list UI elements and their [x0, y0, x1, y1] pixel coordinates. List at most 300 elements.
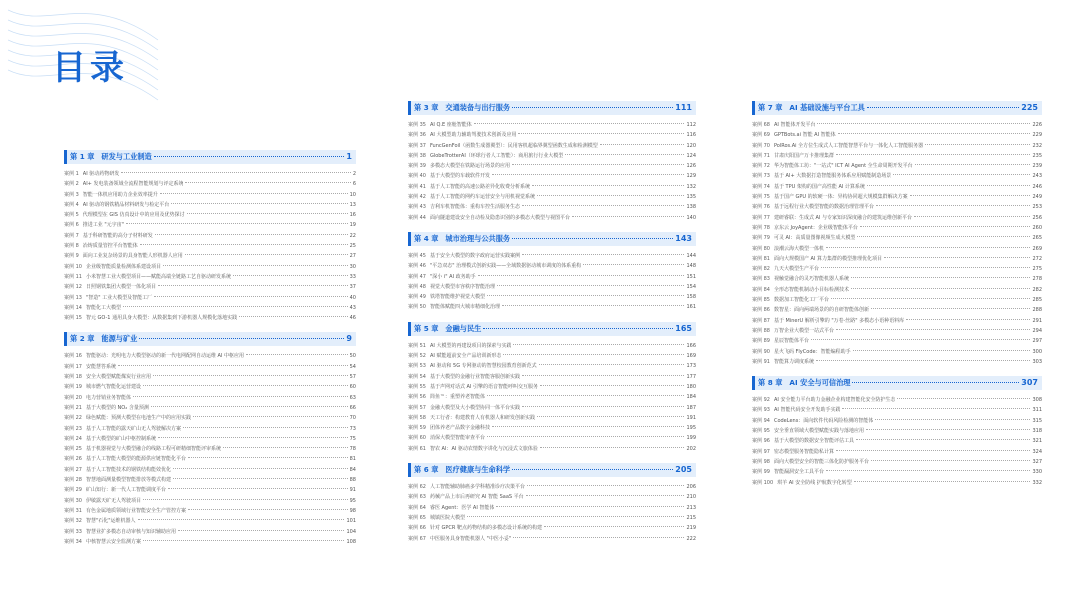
toc-entry[interactable]	[64, 362, 356, 372]
toc-entry[interactable]	[408, 171, 696, 181]
case-number: 案例 57	[408, 404, 426, 411]
case-page-number: 184	[686, 394, 696, 401]
case-number: 案例 58	[408, 414, 426, 421]
chapter-heading[interactable]	[752, 376, 1042, 390]
case-title: 基于大模型的 NO₂ 含量预测	[85, 404, 149, 411]
chapter-heading[interactable]	[752, 101, 1042, 115]
case-number: 案例 23	[64, 425, 82, 432]
case-page-number: 195	[686, 425, 696, 432]
chapter-page-number: 111	[675, 103, 692, 112]
case-title: 智能一体机应用助力企业效率提升	[82, 191, 158, 198]
case-number: 案例 79	[752, 235, 770, 242]
case-page-number: 260	[1032, 224, 1042, 231]
case-number: 案例 40	[408, 173, 426, 180]
toc-entry[interactable]	[64, 372, 356, 382]
case-title: 消保大模型智能审查平台	[429, 435, 485, 442]
leader-dots	[474, 123, 685, 124]
toc-entry[interactable]	[64, 262, 356, 272]
chapter-title: 研发与工业制造	[101, 152, 152, 161]
case-title: 电力营销业务智能体	[85, 394, 131, 401]
case-page-number: 70	[349, 415, 356, 422]
leader-dots	[852, 382, 1019, 383]
toc-entry[interactable]	[408, 272, 696, 282]
case-number: 案例 1	[64, 171, 79, 177]
case-title: 有色金属地质领域行业智能安全生产管控方案	[85, 507, 186, 514]
case-page-number: 88	[349, 477, 356, 484]
chapter-heading[interactable]	[408, 232, 696, 246]
case-page-number: 180	[686, 383, 696, 390]
toc-entry[interactable]	[64, 210, 356, 220]
case-page-number: 169	[686, 353, 696, 360]
toc-entry[interactable]	[64, 434, 356, 444]
case-page-number: 129	[686, 173, 696, 180]
toc-entry[interactable]	[64, 190, 356, 200]
toc-entry[interactable]	[64, 293, 356, 303]
leader-dots	[160, 193, 348, 194]
toc-entry[interactable]	[408, 492, 696, 502]
leader-dots	[821, 267, 1030, 268]
case-number: 案例 75	[752, 194, 770, 201]
toc-entry[interactable]	[408, 423, 696, 433]
case-page-number: 95	[349, 497, 356, 504]
toc-entry[interactable]	[408, 413, 696, 423]
toc-entry[interactable]	[752, 336, 1042, 346]
case-number: 案例 21	[64, 404, 82, 411]
case-page-number: 84	[349, 466, 356, 473]
case-number: 案例 34	[64, 538, 82, 545]
toc-entry[interactable]	[752, 254, 1042, 264]
case-number: 案例 70	[752, 142, 770, 149]
case-number: 案例 73	[752, 173, 770, 180]
toc-entry[interactable]	[64, 351, 356, 361]
case-number: 案例 15	[64, 315, 82, 322]
toc-entry[interactable]	[752, 192, 1042, 202]
toc-entry[interactable]	[408, 261, 696, 271]
toc-entry[interactable]	[64, 506, 356, 516]
case-number: 案例 43	[408, 204, 426, 211]
toc-entry[interactable]	[408, 482, 696, 492]
toc-entry[interactable]	[64, 516, 356, 526]
case-title: 星辰智能体平台	[773, 338, 809, 345]
toc-entry[interactable]	[752, 447, 1042, 457]
toc-entry[interactable]	[752, 244, 1042, 254]
case-title: 智能化工大模型	[85, 304, 121, 311]
leader-dots	[860, 226, 1031, 227]
case-page-number: 66	[349, 404, 356, 411]
toc-entry[interactable]	[752, 151, 1042, 161]
toc-entry[interactable]	[64, 475, 356, 485]
leader-dots	[831, 298, 1030, 299]
toc-entry[interactable]	[64, 527, 356, 537]
toc-entry[interactable]	[408, 523, 696, 533]
toc-entry[interactable]	[64, 220, 356, 230]
case-page-number: 246	[1032, 183, 1042, 190]
toc-entry[interactable]	[752, 171, 1042, 181]
toc-entry[interactable]	[752, 416, 1042, 426]
leader-dots	[544, 526, 684, 527]
case-number: 案例 16	[64, 353, 82, 360]
chapter-number: 第 8 章	[758, 378, 783, 388]
case-number: 案例 8	[64, 243, 79, 250]
case-page-number: 108	[346, 538, 356, 545]
chapter-heading[interactable]	[64, 332, 356, 346]
case-number: 案例 45	[408, 252, 426, 259]
case-title: 数据加工智能化工厂平台	[773, 297, 829, 304]
toc-entry[interactable]	[408, 351, 696, 361]
case-title: AI 驱动和 5G 专网驱动的智慧校园教育创新范式	[429, 363, 537, 370]
case-number: 案例 54	[408, 373, 426, 380]
toc-entry[interactable]	[64, 424, 356, 434]
leader-dots	[826, 470, 1030, 471]
case-page-number: 151	[686, 273, 696, 280]
leader-dots	[838, 133, 1031, 134]
toc-entry[interactable]	[408, 130, 696, 140]
case-number: 案例 60	[408, 435, 426, 442]
case-number: 案例 56	[408, 394, 426, 401]
toc-entry[interactable]	[64, 382, 356, 392]
case-number: 案例 87	[752, 317, 770, 324]
toc-entry[interactable]	[408, 302, 696, 312]
toc-entry[interactable]	[64, 393, 356, 403]
toc-entry[interactable]	[64, 403, 356, 413]
toc-entry[interactable]	[752, 161, 1042, 171]
case-number: 案例 44	[408, 214, 426, 221]
toc-entry[interactable]	[64, 465, 356, 475]
case-title: 面向工业复杂场景的具身智能人形机器人应用	[82, 253, 183, 260]
toc-entry[interactable]	[64, 241, 356, 251]
case-title: 矿山知行：新一代人工智能调度平台	[85, 487, 166, 494]
case-page-number: 75	[349, 435, 356, 442]
case-page-number: 272	[1032, 255, 1042, 262]
case-title: PolRos.Ai 全方位生成式人工智能智慧平台与一体化人工智能服务器	[773, 142, 924, 149]
toc-entry[interactable]	[64, 200, 356, 210]
case-page-number: 297	[1032, 338, 1042, 345]
chapter-number: 第 1 章	[70, 152, 95, 161]
case-title: 全形态智能机制动小目标检测技术	[773, 286, 849, 293]
toc-entry[interactable]	[408, 433, 696, 443]
case-title: 安能慧答系统	[85, 363, 116, 370]
toc-entry[interactable]	[408, 141, 696, 151]
toc-entry[interactable]	[64, 496, 356, 506]
case-title: 数智星：面向两端场景的的自研智能体创新	[773, 307, 869, 314]
case-title: 天工行者：构建教育人有机器人和研发创新实践	[429, 414, 535, 421]
case-page-number: 300	[1032, 348, 1042, 355]
case-title: 可灵 AI：高质量图像视频生成大模型	[773, 235, 856, 242]
chapter-page-number: 1	[346, 152, 352, 161]
case-title: 智能驱动：光明电力大模型驱动的新一代电网配网自动运维 AI 中枢应用	[85, 353, 245, 360]
leader-dots	[871, 308, 1030, 309]
toc-entry[interactable]	[752, 264, 1042, 274]
case-title: 基于安全大模型的数字政府运营实践案例	[429, 252, 520, 259]
leader-dots	[188, 509, 348, 510]
toc-entry[interactable]	[752, 305, 1042, 315]
case-title: "智造" 工业大模型及智能工厂	[85, 294, 153, 301]
toc-entry[interactable]	[64, 272, 356, 282]
leader-dots	[537, 195, 684, 196]
case-page-number: 101	[346, 518, 356, 525]
toc-entry[interactable]	[408, 392, 696, 402]
leader-dots	[233, 275, 348, 276]
leader-dots	[532, 185, 684, 186]
chapter-heading[interactable]	[64, 150, 356, 164]
case-number: 案例 26	[64, 456, 82, 463]
case-title: 密态模型服务智能隐私计算	[773, 448, 834, 455]
case-page-number: 33	[349, 273, 356, 280]
toc-entry[interactable]	[64, 231, 356, 241]
case-page-number: 206	[686, 484, 696, 491]
toc-entry[interactable]	[408, 534, 696, 544]
case-page-number: 116	[686, 132, 696, 139]
toc-entry[interactable]	[408, 403, 696, 413]
case-page-number: 229	[1032, 132, 1042, 139]
toc-entry[interactable]	[752, 395, 1042, 405]
case-page-number: 219	[686, 525, 696, 532]
toc-entry[interactable]	[752, 357, 1042, 367]
case-page-number: 332	[1032, 479, 1042, 486]
case-page-number: 124	[686, 152, 696, 159]
leader-dots	[512, 107, 673, 108]
case-title: 智能漏洞安全工具平台	[773, 469, 824, 476]
case-number: 案例 13	[64, 294, 82, 301]
toc-entry[interactable]	[752, 405, 1042, 415]
toc-entry[interactable]	[752, 295, 1042, 305]
case-title: "平急双态" 治理模式创新实践——全域数据驱动城市调度的体系重构	[429, 263, 582, 270]
chapter-number: 第 7 章	[758, 103, 783, 112]
leader-dots	[143, 540, 344, 541]
leader-dots	[522, 254, 684, 255]
case-number: 案例 97	[752, 448, 770, 455]
case-page-number: 154	[686, 283, 696, 290]
case-page-number: 30	[349, 263, 356, 270]
toc-entry[interactable]	[752, 182, 1042, 192]
case-title: 视触觉融合的灵巧智能机器人系统	[773, 276, 849, 283]
case-title: AI 赋能超前安全产品培训新形态	[429, 353, 502, 360]
case-number: 案例 24	[64, 435, 82, 442]
case-title: AI 智能体开发平台	[773, 122, 816, 128]
toc-entry[interactable]	[752, 233, 1042, 243]
chapter-heading[interactable]	[408, 101, 696, 115]
toc-entry[interactable]	[64, 282, 356, 292]
case-number: 案例 85	[752, 297, 770, 304]
toc-entry[interactable]	[408, 444, 696, 454]
leader-dots	[123, 306, 348, 307]
toc-entry[interactable]	[752, 213, 1042, 223]
leader-dots	[518, 133, 684, 134]
toc-entry[interactable]	[408, 202, 696, 212]
toc-column-right	[752, 101, 1042, 488]
toc-entry[interactable]	[408, 513, 696, 523]
leader-dots	[467, 516, 684, 517]
chapter-title: 医疗健康与生命科学	[445, 465, 511, 475]
toc-entry[interactable]	[408, 282, 696, 292]
toc-entry[interactable]	[752, 120, 1042, 130]
case-title: 推进工业 "元宇宙"	[82, 222, 124, 229]
leader-dots	[139, 338, 344, 339]
case-number: 案例 88	[752, 327, 770, 334]
case-title: 基于大模型的矿山中枢控制系统	[85, 435, 156, 442]
toc-entry[interactable]	[752, 316, 1042, 326]
toc-entry[interactable]	[752, 274, 1042, 284]
chapter-page-number: 143	[675, 233, 692, 243]
case-number: 案例 28	[64, 477, 82, 484]
case-page-number: 16	[349, 212, 356, 219]
toc-entry[interactable]	[752, 130, 1042, 140]
case-page-number: 226	[1032, 122, 1042, 128]
case-number: 案例 96	[752, 438, 770, 445]
chapter-number: 第 2 章	[70, 334, 95, 344]
case-page-number: 187	[686, 404, 696, 411]
case-title: 基于国产 GPU 的软硬一体：异构协同超大规模集群解决方案	[773, 194, 908, 201]
toc-entry[interactable]	[408, 251, 696, 261]
toc-entry[interactable]	[408, 361, 696, 371]
toc-entry[interactable]	[752, 285, 1042, 295]
toc-entry[interactable]	[408, 382, 696, 392]
toc-entry[interactable]	[408, 503, 696, 513]
case-number: 案例 10	[64, 263, 82, 270]
leader-dots	[487, 436, 684, 437]
leader-dots	[836, 450, 1030, 451]
case-title: 基于人工智能的露天矿山无人驾驶解决方案	[85, 425, 181, 432]
leader-dots	[143, 385, 348, 386]
chapter-title: 城市治理与公共服务	[445, 233, 511, 243]
toc-entry[interactable]	[64, 444, 356, 454]
toc-entry[interactable]	[64, 537, 356, 547]
case-number: 案例 17	[64, 363, 82, 370]
case-title: 睿医 Agent：医学 AI 智能体	[429, 504, 495, 511]
leader-dots	[158, 437, 348, 438]
toc-entry[interactable]	[408, 341, 696, 351]
case-page-number: 232	[1032, 142, 1042, 149]
case-title: 万智企业大模型一站式平台	[773, 327, 834, 334]
case-number: 案例 76	[752, 204, 770, 211]
case-page-number: 6	[352, 181, 356, 188]
leader-dots	[492, 426, 684, 427]
chapter-heading[interactable]	[408, 463, 696, 477]
toc-entry[interactable]	[64, 485, 356, 495]
leader-dots	[526, 495, 685, 496]
toc-entry[interactable]	[408, 213, 696, 223]
leader-dots	[853, 350, 1031, 351]
case-number: 案例 67	[408, 535, 426, 542]
toc-entry[interactable]	[752, 141, 1042, 151]
toc-entry[interactable]	[408, 151, 696, 161]
case-page-number: 13	[349, 201, 356, 208]
toc-entry[interactable]	[752, 467, 1042, 477]
toc-entry[interactable]	[64, 313, 356, 323]
case-title: 琪羊 AI 安全防线 护航数字化转型	[777, 479, 852, 486]
case-number: 案例 52	[408, 353, 426, 360]
case-title: 京东云 JoyAgent：企业级智能体平台	[773, 224, 858, 231]
case-title: 基于人工智能技术的钢铁结构能效优化	[85, 466, 171, 473]
leader-dots	[138, 519, 345, 520]
case-page-number: 269	[1032, 245, 1042, 252]
toc-entry[interactable]	[64, 169, 356, 179]
case-number: 案例 66	[408, 525, 426, 532]
toc-entry[interactable]	[408, 182, 696, 192]
case-page-number: 19	[349, 222, 356, 229]
chapter-heading[interactable]	[408, 322, 696, 336]
case-page-number: 265	[1032, 235, 1042, 242]
chapter-page-number: 165	[675, 323, 692, 333]
case-page-number: 288	[1032, 307, 1042, 314]
toc-entry[interactable]	[752, 326, 1042, 336]
case-title: 面向大规模国产 AI 算力集群的模型推理优化项目	[773, 255, 883, 262]
toc-entry[interactable]	[752, 436, 1042, 446]
toc-entry[interactable]	[752, 202, 1042, 212]
case-page-number: 10	[349, 191, 356, 198]
toc-entry[interactable]	[408, 161, 696, 171]
chapter-title: 交通装备与出行服务	[445, 103, 511, 112]
toc-entry[interactable]	[64, 179, 356, 189]
case-number: 案例 19	[64, 384, 82, 391]
chapter-number: 第 6 章	[414, 465, 439, 475]
case-page-number: 73	[349, 425, 356, 432]
leader-dots	[503, 354, 684, 355]
leader-dots	[153, 375, 348, 376]
leader-dots	[163, 265, 348, 266]
toc-entry[interactable]	[408, 192, 696, 202]
toc-entry[interactable]	[752, 223, 1042, 233]
chapter-number: 第 3 章	[414, 103, 439, 112]
case-number: 案例 99	[752, 469, 770, 476]
case-page-number: 249	[1032, 194, 1042, 201]
case-title: "深小 i" AI 政务助手	[429, 273, 476, 280]
case-number: 案例 51	[408, 342, 426, 349]
toc-entry[interactable]	[64, 413, 356, 423]
leader-dots	[893, 174, 1030, 175]
toc-entry[interactable]	[408, 120, 696, 130]
case-page-number: 25	[349, 243, 356, 250]
leader-dots	[185, 182, 350, 183]
case-number: 案例 39	[408, 163, 426, 170]
case-title: AI 驱动药物研发	[82, 171, 120, 177]
toc-entry[interactable]	[752, 347, 1042, 357]
leader-dots	[158, 285, 348, 286]
toc-column-middle	[408, 101, 696, 544]
toc-entry[interactable]	[752, 426, 1042, 436]
case-page-number: 138	[686, 204, 696, 211]
leader-dots	[512, 164, 684, 165]
toc-entry[interactable]	[408, 372, 696, 382]
case-page-number: 126	[686, 163, 696, 170]
case-title: 铁塔智能维护视觉大模型	[429, 294, 485, 301]
case-title: 城镇医院大模型	[429, 514, 465, 521]
case-number: 案例 42	[408, 194, 426, 201]
toc-entry[interactable]	[64, 303, 356, 313]
case-page-number: 63	[349, 394, 356, 401]
case-number: 案例 82	[752, 266, 770, 273]
toc-entry[interactable]	[64, 251, 356, 261]
case-title: 简鱼™：重塑养老智能体	[429, 394, 485, 401]
case-page-number: 161	[686, 304, 696, 311]
toc-entry[interactable]	[752, 478, 1042, 488]
case-title: 智慧业扩多模态自动审核与知识辅助应用	[85, 528, 176, 535]
case-number: 案例 86	[752, 307, 770, 314]
case-page-number: 40	[349, 294, 356, 301]
leader-dots	[497, 285, 684, 286]
toc-entry[interactable]	[64, 454, 356, 464]
case-number: 案例 11	[64, 273, 82, 280]
toc-entry[interactable]	[408, 292, 696, 302]
leader-dots	[154, 156, 345, 157]
leader-dots	[867, 185, 1031, 186]
case-title: 面向大模型安全的智能三体化防护服务平台	[773, 458, 869, 465]
case-number: 案例 90	[752, 348, 770, 355]
case-title: FuncGenFoil（函数生成器翼型）：民用客机超临界翼型函数生成和检测模型	[429, 142, 598, 149]
toc-entry[interactable]	[752, 457, 1042, 467]
leader-dots	[121, 172, 351, 173]
chapter-spacer	[408, 313, 696, 322]
